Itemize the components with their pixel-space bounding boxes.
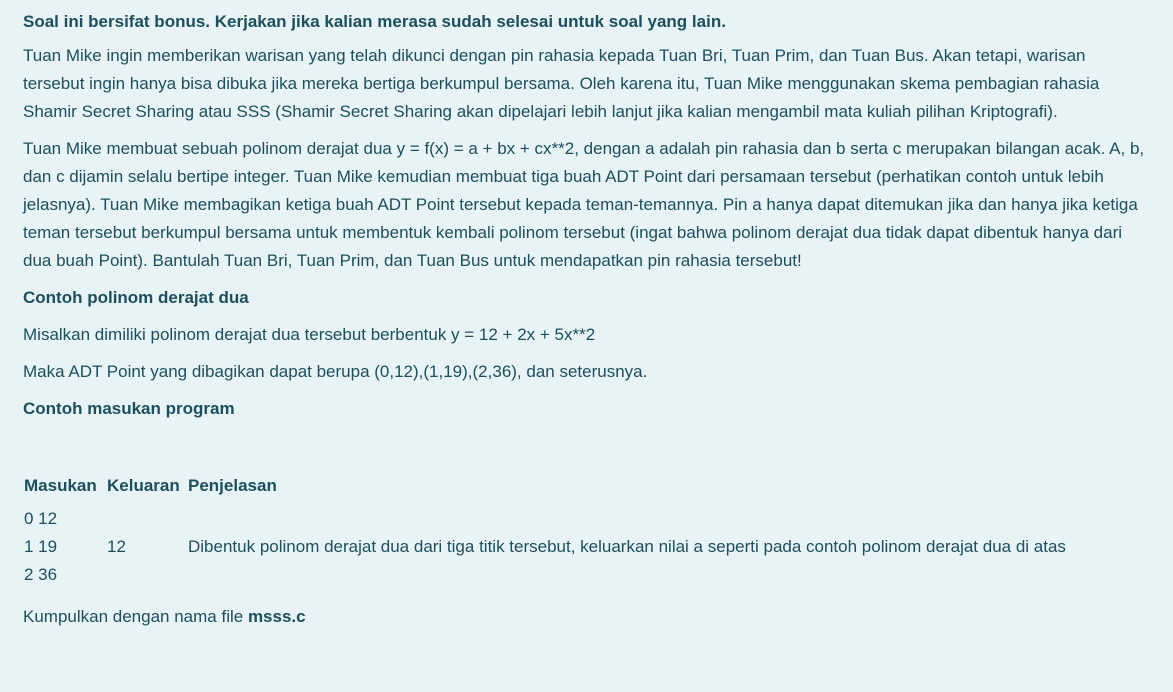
cell-input [24, 501, 107, 593]
example-polynomial-line: Misalkan dimiliki polinom derajat dua tersebut berbentuk y = 12 + 2x + 5x**2 [23, 325, 596, 344]
heading-sample-input: Contoh masukan program [23, 399, 235, 418]
heading-example-polynomial: Contoh polinom derajat dua [23, 288, 249, 307]
submission-text: Kumpulkan dengan nama file [23, 607, 248, 626]
table-row [24, 501, 1136, 593]
paragraph-task: Tuan Mike membuat sebuah polinom derajat dua y = f(x) = a + bx + cx**2, dengan a adalah pin rahasia dan b serta c merupakan bilangan acak. A, b, dan c dijamin selalu bertipe integer. Tuan Mike kemudian membuat tiga buah ADT Point dari persamaan tersebut (perhatikan contoh untuk lebih jelasnya). Tuan Mike membagikan ketiga buah ADT Point tersebut kepada teman-temannya. Pin a hanya dapat ditemukan jika dan hanya jika ketiga teman tersebut berkumpul bersama untuk membentuk kembali polinom tersebut (ingat bahwa polinom derajat dua tidak dapat dibentuk hanya dari dua buah Point). Bantulah Tuan Bri, Tuan Prim, dan Tuan Bus untuk mendapatkan pin rahasia tersebut! [23, 139, 1145, 270]
paragraph-background: Tuan Mike ingin memberikan warisan yang telah dikunci dengan pin rahasia kepada Tuan Bri, Tuan Prim, dan Tuan Bus. Akan tetapi, warisan tersebut ingin hanya bisa dibuka jika mereka bertiga berkumpul bersama. Oleh karena itu, Tuan Mike menggunakan skema pembagian rahasia Shamir Secret Sharing atau SSS (Shamir Secret Sharing akan dipelajari lebih lanjut jika kalian mengambil mata kuliah pilihan Kriptografi). [23, 46, 1100, 121]
header-keluaran: Keluaran [107, 476, 180, 495]
table-header-row [24, 471, 1136, 501]
sample-io-table [24, 471, 1136, 593]
input-line: 0 12 [24, 509, 58, 528]
submission-note [23, 603, 1151, 631]
bonus-notice: Soal ini bersifat bonus. Kerjakan jika kalian merasa sudah selesai untuk soal yang lain. [23, 12, 726, 31]
header-masukan: Masukan [24, 476, 97, 495]
example-points-line: Maka ADT Point yang dibagikan dapat berupa (0,12),(1,19),(2,36), dan seterusnya. [23, 362, 648, 381]
input-line: 1 19 [24, 537, 58, 556]
header-penjelasan: Penjelasan [188, 476, 277, 495]
spacer [23, 432, 1151, 471]
input-line: 2 36 [24, 565, 58, 584]
submission-filename: msss.c [247, 607, 306, 626]
cell-explanation: Dibentuk polinom derajat dua dari tiga titik tersebut, keluarkan nilai a seperti pada contoh polinom derajat dua di atas [188, 537, 1066, 556]
cell-output: 12 [107, 537, 126, 556]
